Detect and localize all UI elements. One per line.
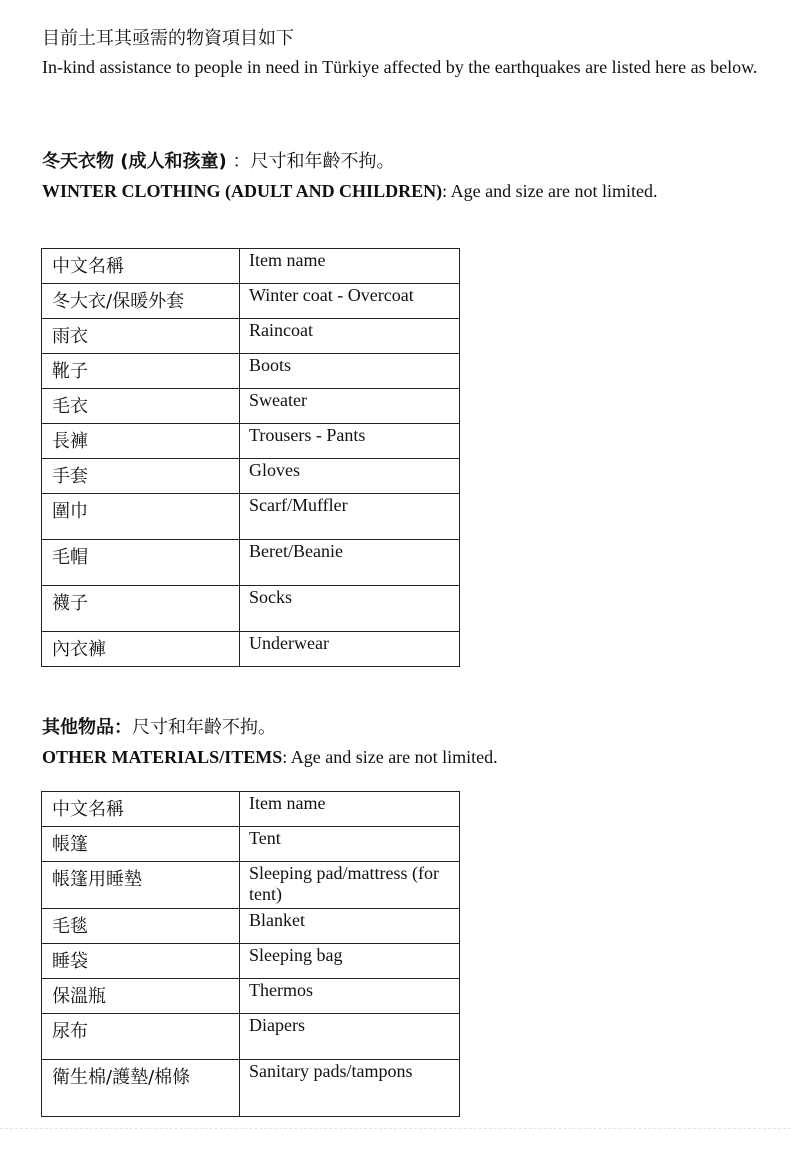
table-row [42,540,460,586]
table-row [42,494,460,540]
table-row [42,319,460,354]
item-english-name: Scarf/Muffler [249,495,348,515]
item-chinese-name: 睡袋 [52,951,88,972]
item-english-name: Raincoat [249,320,313,340]
table-row [42,1014,460,1060]
page-bottom-divider [0,1128,791,1129]
table-header-row [42,792,460,827]
item-chinese-name: 帳篷 [52,834,88,855]
table-row [42,284,460,319]
item-english-name: Underwear [249,633,329,653]
item-chinese-name: 靴子 [52,361,88,382]
table-row [42,944,460,979]
winter-heading-chinese-rest: ：尺寸和年齡不拘。 [232,151,395,172]
header-chinese-name: 中文名稱 [52,256,124,277]
item-english-name: Diapers [249,1015,305,1035]
other-heading-chinese [42,716,276,740]
other-heading-chinese-bold: 其他物品： [42,717,132,738]
item-english-name: Boots [249,355,292,375]
intro-english: In-kind assistance to people in need in Türkiye affected by the earthquakes are listed here as below. [42,57,758,77]
table-row [42,909,460,944]
table-row [42,1060,460,1117]
winter-clothing-table [41,248,460,667]
winter-heading-english [42,179,658,203]
item-english-name: Sleeping pad/mattress (for tent) [249,863,439,904]
item-chinese-name: 冬大衣/保暖外套 [52,291,185,312]
item-english-name: Thermos [249,980,313,1000]
item-chinese-name: 毛衣 [52,396,88,417]
item-chinese-name: 毛毯 [52,916,88,937]
item-chinese-name: 手套 [52,466,88,487]
table-row [42,459,460,494]
item-english-name: Sanitary pads/tampons [249,1061,413,1081]
header-item-name: Item name [249,250,326,270]
winter-heading-english-rest: : Age and size are not limited. [442,181,658,201]
intro-chinese: 目前土耳其亟需的物資項目如下 [42,28,294,49]
item-chinese-name: 襪子 [52,593,88,614]
table-header-row [42,249,460,284]
header-item-name: Item name [249,793,326,813]
item-chinese-name: 內衣褲 [52,639,106,660]
table-row [42,424,460,459]
item-chinese-name: 雨衣 [52,326,88,347]
table-row [42,586,460,632]
item-english-name: Winter coat - Overcoat [249,285,414,305]
item-chinese-name: 圍巾 [52,501,88,522]
item-english-name: Trousers - Pants [249,425,366,445]
item-chinese-name: 帳篷用睡墊 [52,869,142,890]
table-row [42,862,460,909]
item-chinese-name: 衛生棉/護墊/棉條 [52,1067,191,1088]
item-english-name: Beret/Beanie [249,541,343,561]
item-chinese-name: 長褲 [52,431,88,452]
item-english-name: Tent [249,828,281,848]
item-english-name: Socks [249,587,293,607]
other-heading-english-rest: : Age and size are not limited. [282,747,498,767]
item-english-name: Sleeping bag [249,945,343,965]
item-english-name: Blanket [249,910,305,930]
table-row [42,827,460,862]
item-chinese-name: 尿布 [52,1021,88,1042]
other-heading-english [42,745,498,769]
table-row [42,389,460,424]
other-items-table [41,791,460,1117]
other-heading-english-bold: OTHER MATERIALS/ITEMS [42,747,283,767]
other-heading-chinese-rest: 尺寸和年齡不拘。 [132,717,276,738]
header-chinese-name: 中文名稱 [52,799,124,820]
item-chinese-name: 毛帽 [52,547,88,568]
winter-heading-chinese [42,150,394,174]
winter-heading-chinese-bold: 冬天衣物 (成人和孩童) [42,151,227,172]
winter-heading-english-bold: WINTER CLOTHING (ADULT AND CHILDREN) [42,181,443,201]
table-row [42,979,460,1014]
item-english-name: Gloves [249,460,300,480]
item-chinese-name: 保溫瓶 [52,986,106,1007]
table-row [42,354,460,389]
table-row [42,632,460,667]
item-english-name: Sweater [249,390,307,410]
